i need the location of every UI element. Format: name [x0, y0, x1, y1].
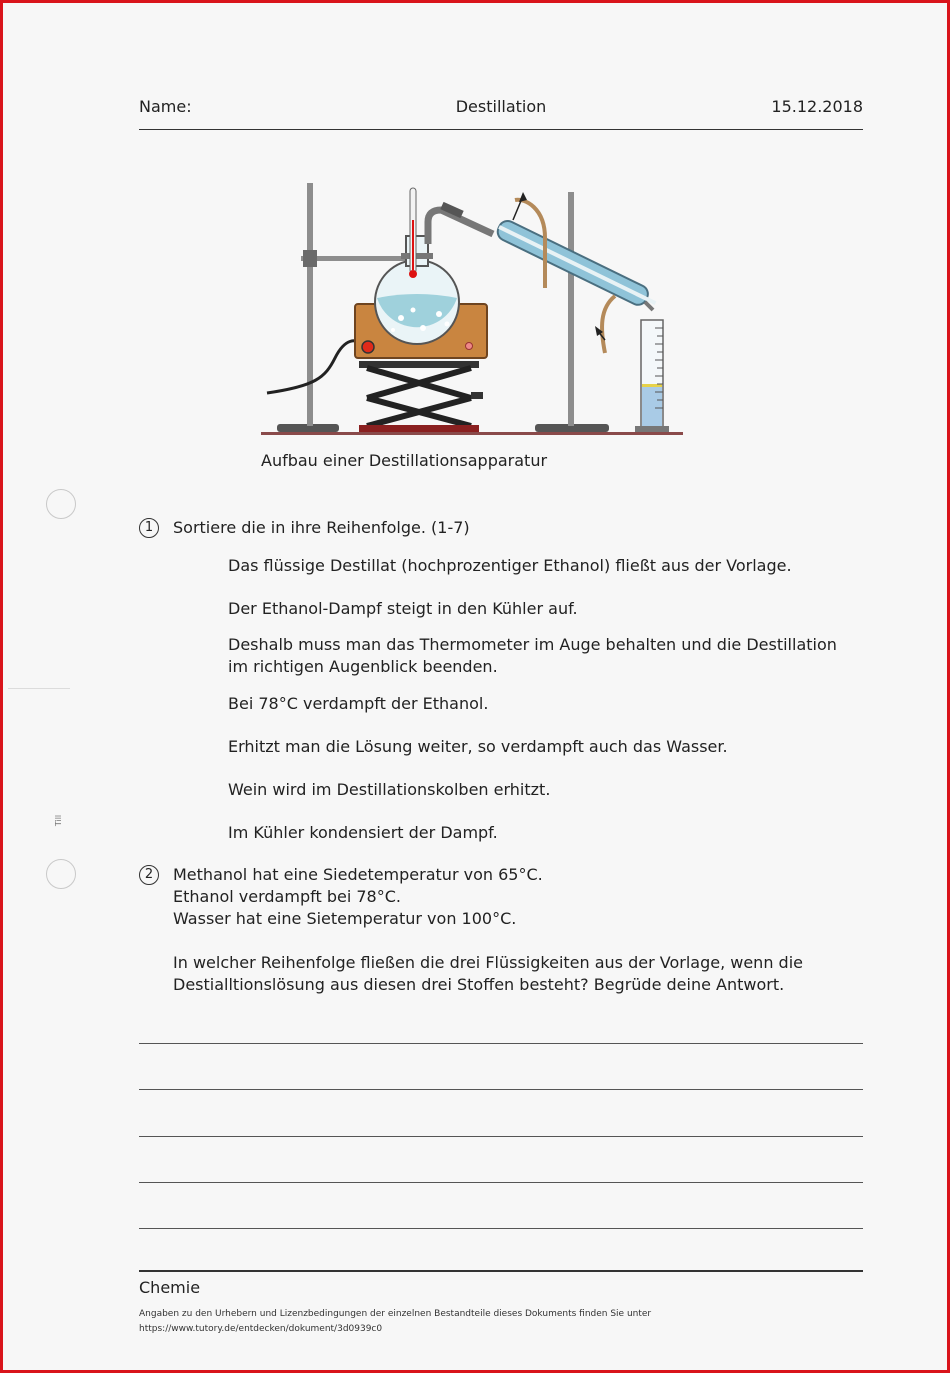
task-1-item: Das flüssige Destillat (hochprozentiger Ethanol) fließt aus der Vorlage. — [228, 556, 792, 575]
right-stand-rod — [568, 192, 574, 426]
distillation-apparatus-illustration — [255, 178, 695, 443]
power-switch — [362, 341, 374, 353]
flask-clamp — [401, 253, 433, 259]
task-2-question: In welcher Reihenfolge fließen die drei Flüssigkeiten aus der Vorlage, wenn die Destialltionslösung aus diesen drei Stoffen besteht? Begrüde deine Antwort. — [173, 953, 803, 994]
task-1-item: Wein wird im Destillationskolben erhitzt. — [228, 780, 551, 799]
task-1-number: 1 — [139, 518, 159, 538]
credits-url[interactable]: https://www.tutory.de/entdecken/dokument/3d0939c0 — [139, 1324, 383, 1334]
punch-hole-bottom — [46, 859, 76, 889]
jack-bottom — [359, 425, 479, 432]
answer-line[interactable] — [139, 1043, 863, 1044]
left-clamp-block — [303, 250, 317, 267]
answer-line[interactable] — [139, 1136, 863, 1137]
task-2-fact: Wasser hat eine Sietemperatur von 100°C. — [173, 909, 517, 928]
page-header — [139, 95, 863, 130]
document-date: 15.12.2018 — [771, 97, 863, 116]
figure-caption: Aufbau einer Destillationsapparatur — [261, 451, 548, 470]
side-label: Till — [54, 814, 64, 827]
jack-top — [359, 361, 479, 368]
footer-divider — [139, 1270, 863, 1272]
bench-line — [261, 432, 683, 435]
jack-scissors — [367, 368, 471, 426]
credits-text — [139, 1307, 651, 1337]
power-cable — [267, 341, 367, 393]
punch-hole-top — [46, 489, 76, 519]
task-2-number: 2 — [139, 865, 159, 885]
answer-line[interactable] — [139, 1182, 863, 1183]
condenser — [495, 218, 660, 312]
indicator-light — [466, 343, 473, 350]
name-label: Name: — [139, 97, 192, 116]
task-1-item: Bei 78°C verdampft der Ethanol. — [228, 694, 489, 713]
task-2-fact: Ethanol verdampft bei 78°C. — [173, 887, 401, 906]
task-1-item: Der Ethanol-Dampf steigt in den Kühler auf. — [228, 599, 578, 618]
left-clamp-arm — [301, 256, 413, 261]
task-1-item: Erhitzt man die Lösung weiter, so verdampft auch das Wasser. — [228, 737, 728, 756]
task-1-item: Im Kühler kondensiert der Dampf. — [228, 823, 498, 842]
fold-mark — [8, 688, 70, 689]
water-inlet-hose — [602, 296, 615, 353]
subject-label: Chemie — [139, 1278, 201, 1297]
answer-line[interactable] — [139, 1089, 863, 1090]
credits-line: Angaben zu den Urhebern und Lizenzbedingungen der einzelnen Bestandteile dieses Dokuments finden Sie unter — [139, 1309, 652, 1319]
task-1-item: Deshalb muss man das Thermometer im Auge behalten und die Destillation im richtigen Augenblick beenden. — [228, 635, 837, 676]
task-2-fact: Methanol hat eine Siedetemperatur von 65°C. — [173, 865, 543, 884]
answer-line[interactable] — [139, 1228, 863, 1229]
task-1-instruction: Sortiere die in ihre Reihenfolge. (1-7) — [173, 518, 470, 537]
jack-knob — [471, 392, 483, 399]
left-stand-rod — [307, 183, 313, 426]
document-title: Destillation — [455, 97, 547, 116]
